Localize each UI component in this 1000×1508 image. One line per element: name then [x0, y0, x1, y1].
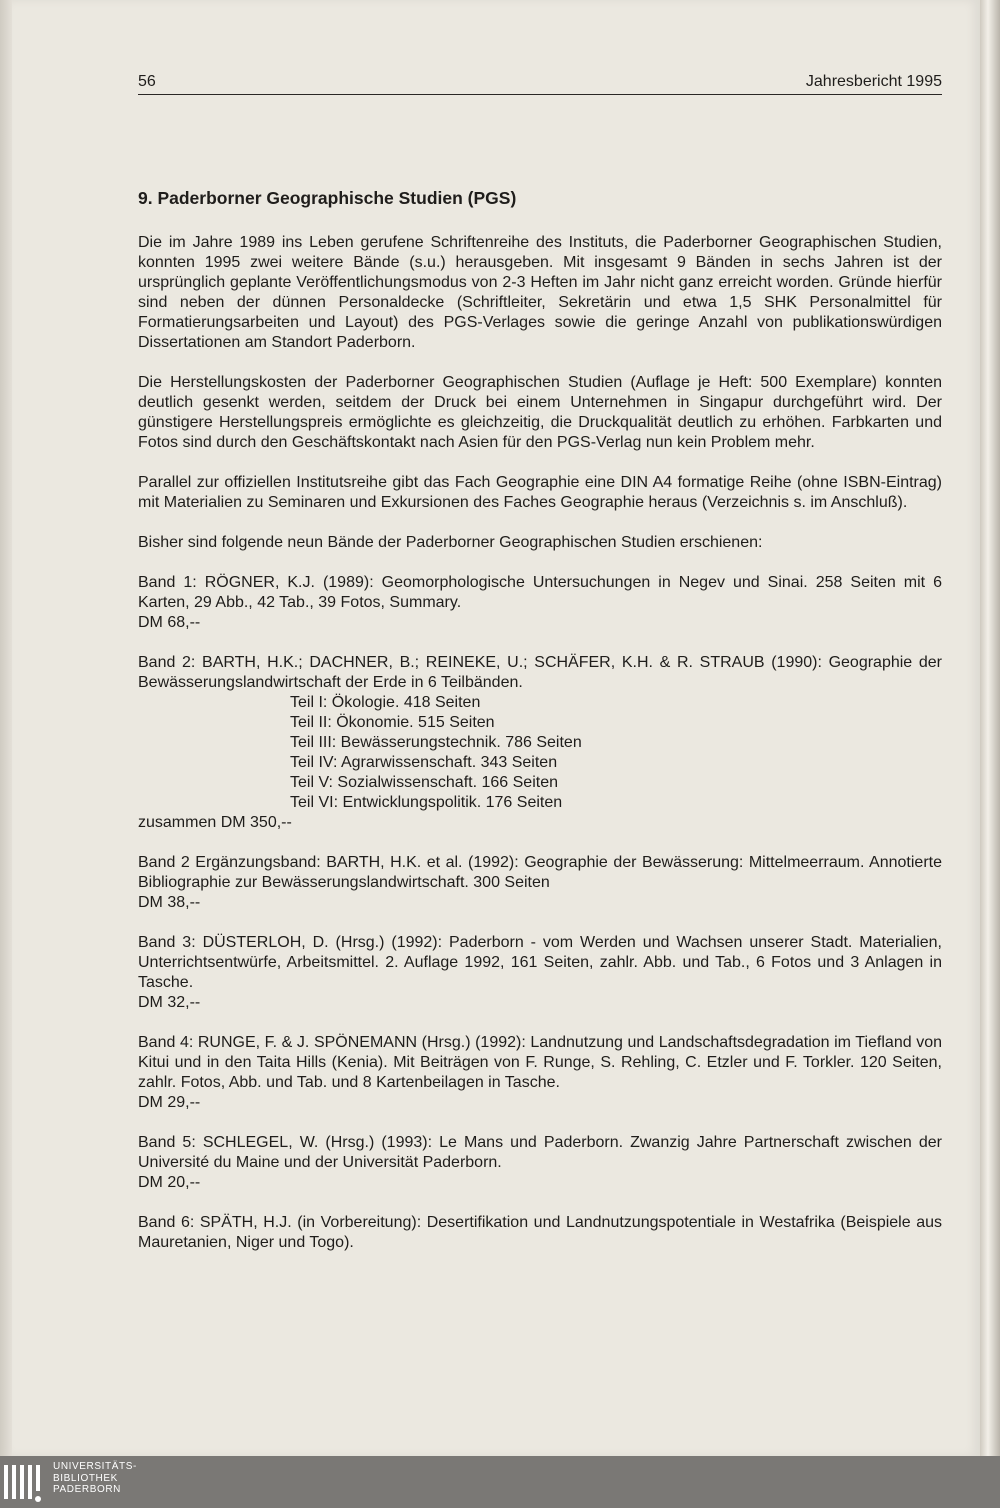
page-number: 56 — [138, 73, 156, 90]
band-description: Band 1: RÖGNER, K.J. (1989): Geomorphologische Untersuchungen in Negev und Sinai. 258 Seiten mit 6 Karten, 29 Abb., 42 Tab., 39 Fotos, Summary. — [138, 574, 942, 611]
band-description: Band 6: SPÄTH, H.J. (in Vorbereitung): Desertifikation und Landnutzungspotentiale in Westafrika (Beispiele aus Mauretanien, Niger und Togo). — [138, 1214, 942, 1251]
page-edge — [980, 0, 1000, 1456]
band-description: Band 3: DÜSTERLOH, D. (Hrsg.) (1992): Paderborn - vom Werden und Wachsen unserer Stadt. Materialien, Unterrichtsentwürfe, Arbeitsmittel. 2. Auflage 1992, 161 Seiten, zahlr. Abb. und Tab., 6 Fotos und 3 Anlagen in Tasche. — [138, 934, 942, 991]
band-part: Teil IV: Agrarwissenschaft. 343 Seiten — [290, 754, 558, 771]
library-name-line: BIBLIOTHEK — [53, 1472, 118, 1484]
band-description: Band 5: SCHLEGEL, W. (Hrsg.) (1993): Le Mans und Paderborn. Zwanzig Jahre Partnerschaft zwischen der Université du Maine und der Universität Paderborn. — [138, 1134, 942, 1171]
section-heading: 9. Paderborner Geographische Studien (PGS) — [138, 188, 517, 208]
book-gutter — [0, 0, 12, 1456]
band-part: Teil III: Bewässerungstechnik. 786 Seiten — [290, 734, 582, 751]
library-name-line: PADERBORN — [53, 1484, 122, 1495]
band-part: Teil VI: Entwicklungspolitik. 176 Seiten — [290, 794, 563, 811]
library-name-line: UNIVERSITÄTS- — [53, 1461, 137, 1472]
band-part: Teil II: Ökonomie. 515 Seiten — [290, 714, 495, 731]
paragraph-parallel-series: Parallel zur offiziellen Institutsreihe gibt das Fach Geographie eine DIN A4 formatige Reihe (ohne ISBN-Eintrag) mit Materialien zu Seminaren und Exkursionen des Faches Geographie heraus (Verzeichnis s. im Anschluß). — [138, 474, 942, 511]
band-price: DM 32,-- — [138, 994, 201, 1011]
band-parts-list — [138, 693, 942, 813]
library-logo-icon — [2, 1459, 54, 1505]
library-footer — [0, 1456, 1000, 1508]
paragraph-costs: Die Herstellungskosten der Paderborner Geographischen Studien (Auflage je Heft: 500 Exemplare) konnten deutlich gesenkt werden, seitdem der Druck bei einem Unternehmen in Singapur durchgeführt wird. Der günstigere Herstellungspreis ermöglichte es gleichzeitig, die Druckqualität deutlich zu erhöhen. Farbkarten und Fotos sind durch den Geschäftskontakt nach Asien für den PGS-Verlag nun kein Problem mehr. — [138, 374, 942, 451]
band-entry-6 — [138, 1213, 942, 1253]
running-header — [138, 72, 942, 95]
band-description: Band 4: RUNGE, F. & J. SPÖNEMANN (Hrsg.) (1992): Landnutzung und Landschaftsdegradation im Tiefland von Kitui und in den Taita Hills (Kenia). Mit Beiträgen von F. Runge, S. Rehling, C. Etzler und F. Torkler. 120 Seiten, zahlr. Fotos, Abb. und Tab. und 8 Kartenbeilagen in Tasche. — [138, 1034, 942, 1091]
band-price: DM 68,-- — [138, 614, 201, 631]
library-name — [53, 1461, 137, 1496]
band-part: Teil V: Sozialwissenschaft. 166 Seiten — [290, 774, 558, 791]
band-entry-2-supplement — [138, 853, 942, 913]
band-entry-3 — [138, 933, 942, 1013]
band-price: DM 29,-- — [138, 1094, 201, 1111]
band-part: Teil I: Ökologie. 418 Seiten — [290, 694, 481, 711]
band-price: DM 20,-- — [138, 1174, 201, 1191]
paragraph-intro: Die im Jahre 1989 ins Leben gerufene Schriftenreihe des Instituts, die Paderborner Geographischen Studien, konnten 1995 zwei weitere Bände (s.u.) herausgeben. Mit insgesamt 9 Bänden in sechs Jahren ist der ursprünglich geplante Veröffentlichungsmodus von 2-3 Heften im Jahr nicht ganz erreicht worden. Gründe hierfür sind neben der dünnen Personaldecke (Schriftleiter, Sekretärin und etwa 1,5 SHK Personalmittel für Formatierungsarbeiten und Layout) des PGS-Verlages sowie die geringe Anzahl von publikationswürdigen Dissertationen am Standort Paderborn. — [138, 234, 942, 351]
band-entry-5 — [138, 1133, 942, 1193]
page-content — [138, 186, 942, 1273]
band-description: Band 2 Ergänzungsband: BARTH, H.K. et al. (1992): Geographie der Bewässerung: Mittelmeerraum. Annotierte Bibliographie zur Bewässerungslandwirtschaft. 300 Seiten — [138, 854, 942, 891]
band-entry-2 — [138, 653, 942, 833]
band-price: DM 38,-- — [138, 894, 201, 911]
band-entry-1 — [138, 573, 942, 633]
publication-title: Jahresbericht 1995 — [805, 73, 942, 90]
band-entry-4 — [138, 1033, 942, 1113]
band-description: Band 2: BARTH, H.K.; DACHNER, B.; REINEKE, U.; SCHÄFER, K.H. & R. STRAUB (1990): Geographie der Bewässerungslandwirtschaft der Erde in 6 Teilbänden. — [138, 654, 942, 691]
band-total-price: zusammen DM 350,-- — [138, 814, 292, 831]
paragraph-list-intro: Bisher sind folgende neun Bände der Paderborner Geographischen Studien erschienen: — [138, 534, 763, 551]
